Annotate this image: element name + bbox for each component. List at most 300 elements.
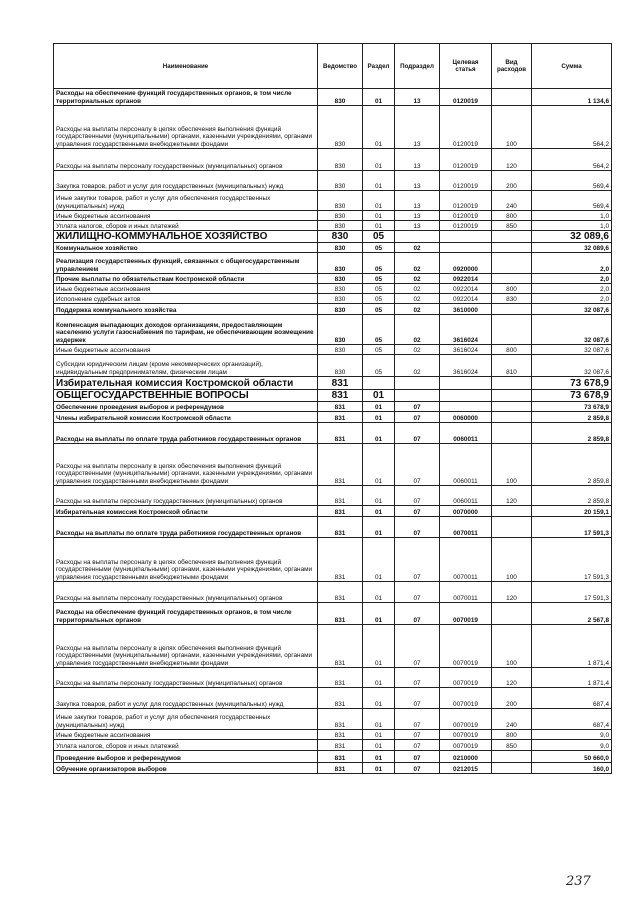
cell-name: Компенсация выпадающих доходов организациям, предоставляющим населению услуги газоснабжения по тарифам, не обеспечивающим возмещение издержек	[54, 315, 318, 345]
cell-name: Расходы на выплаты персоналу в целях обеспечения выполнения функций государственными (муниципальными) органами, казенными учреждениями, органами управления государственными внебюджетными фондами	[54, 444, 318, 486]
cell-sum: 17 591,3	[532, 517, 612, 538]
cell-target: 0060011	[440, 444, 492, 486]
cell-sum: 17 591,3	[532, 538, 612, 582]
cell-name: Уплата налогов, сборов и иных платежей	[54, 740, 318, 751]
header-dept: Ведомство	[318, 44, 363, 89]
cell-name: Обеспечение проведения выборов и референдумов	[54, 402, 318, 412]
cell-type	[492, 517, 532, 538]
cell-section: 01	[363, 412, 395, 423]
cell-type: 800	[492, 730, 532, 740]
cell-dept: 831	[318, 709, 363, 730]
table-row	[54, 582, 612, 603]
cell-dept: 830	[318, 231, 363, 243]
cell-target: 0070011	[440, 517, 492, 538]
table-row	[54, 315, 612, 345]
cell-type: 800	[492, 345, 532, 355]
cell-type	[492, 315, 532, 345]
table-header-row	[54, 44, 612, 89]
cell-type	[492, 231, 532, 243]
cell-name: Закупка товаров, работ и услуг для государственных (муниципальных) нужд	[54, 688, 318, 709]
cell-dept: 830	[318, 89, 363, 106]
cell-dept: 831	[318, 506, 363, 517]
cell-name: Расходы на выплаты персоналу государственных (муниципальных) органов	[54, 582, 318, 603]
table-row	[54, 763, 612, 774]
cell-subsection: 02	[395, 294, 440, 304]
cell-sum: 50 660,0	[532, 751, 612, 763]
table-row	[54, 294, 612, 304]
cell-name: Расходы на выплаты персоналу в целях обеспечения выполнения функций государственными (муниципальными) органами, казенными учреждениями, органами управления государственными внебюджетными фондами	[54, 106, 318, 149]
cell-subsection: 07	[395, 402, 440, 412]
cell-target: 0060011	[440, 486, 492, 506]
cell-subsection: 07	[395, 444, 440, 486]
cell-target: 0070011	[440, 538, 492, 582]
table-row	[54, 740, 612, 751]
cell-dept: 831	[318, 517, 363, 538]
cell-section: 01	[363, 582, 395, 603]
cell-sum: 9,0	[532, 740, 612, 751]
cell-subsection: 13	[395, 191, 440, 211]
cell-sum: 569,4	[532, 171, 612, 191]
cell-name: Прочие выплаты по обязательствам Костромской области	[54, 274, 318, 284]
cell-name: Иные бюджетные ассигнования	[54, 345, 318, 355]
cell-dept: 831	[318, 603, 363, 625]
cell-subsection: 13	[395, 211, 440, 221]
table-row	[54, 486, 612, 506]
table-row	[54, 191, 612, 211]
cell-target: 3616024	[440, 345, 492, 355]
cell-section: 05	[363, 253, 395, 274]
header-subsection: Подраздел	[395, 44, 440, 89]
cell-subsection: 13	[395, 171, 440, 191]
cell-section: 01	[363, 625, 395, 668]
cell-name: Поддержка коммунального хозяйства	[54, 304, 318, 315]
table-row	[54, 506, 612, 517]
cell-subsection: 02	[395, 315, 440, 345]
cell-section: 01	[363, 423, 395, 444]
cell-section: 01	[363, 402, 395, 412]
cell-type: 100	[492, 106, 532, 149]
cell-type	[492, 402, 532, 412]
cell-sum: 9,0	[532, 730, 612, 740]
cell-section: 05	[363, 345, 395, 355]
cell-subsection: 02	[395, 304, 440, 315]
table-row	[54, 402, 612, 412]
cell-target: 0070019	[440, 603, 492, 625]
cell-section: 01	[363, 730, 395, 740]
cell-section: 01	[363, 709, 395, 730]
cell-section: 05	[363, 355, 395, 377]
cell-type: 850	[492, 740, 532, 751]
cell-type: 830	[492, 294, 532, 304]
cell-sum: 564,2	[532, 106, 612, 149]
cell-subsection: 07	[395, 763, 440, 774]
cell-section: 01	[363, 751, 395, 763]
cell-dept: 830	[318, 211, 363, 221]
cell-dept: 830	[318, 149, 363, 171]
cell-name: Расходы на выплаты персоналу государственных (муниципальных) органов	[54, 668, 318, 688]
cell-subsection: 07	[395, 506, 440, 517]
cell-sum: 32 087,6	[532, 345, 612, 355]
cell-sum: 2 859,8	[532, 444, 612, 486]
cell-name: Расходы на обеспечение функций государственных органов, в том числе территориальных органов	[54, 89, 318, 106]
cell-type	[492, 304, 532, 315]
cell-sum: 32 087,6	[532, 355, 612, 377]
budget-table	[53, 43, 612, 774]
cell-target: 0070019	[440, 688, 492, 709]
cell-subsection: 02	[395, 345, 440, 355]
cell-target: 0070019	[440, 709, 492, 730]
cell-dept: 830	[318, 221, 363, 231]
cell-section: 01	[363, 171, 395, 191]
header-target: Целевая статья	[440, 44, 492, 89]
cell-subsection: 07	[395, 538, 440, 582]
cell-target: 0070019	[440, 730, 492, 740]
cell-sum: 569,4	[532, 191, 612, 211]
cell-subsection: 07	[395, 709, 440, 730]
cell-dept: 831	[318, 751, 363, 763]
table-row	[54, 171, 612, 191]
cell-sum: 73 678,9	[532, 402, 612, 412]
cell-dept: 830	[318, 304, 363, 315]
cell-sum: 17 591,3	[532, 582, 612, 603]
cell-sum: 2 859,8	[532, 412, 612, 423]
cell-sum: 73 678,9	[532, 390, 612, 402]
cell-section: 01	[363, 668, 395, 688]
cell-section: 01	[363, 538, 395, 582]
cell-name: ОБЩЕГОСУДАРСТВЕННЫЕ ВОПРОСЫ	[54, 390, 318, 402]
cell-sum: 2,0	[532, 253, 612, 274]
cell-sum: 73 678,9	[532, 377, 612, 390]
cell-sum: 1,0	[532, 221, 612, 231]
cell-subsection: 07	[395, 412, 440, 423]
cell-type	[492, 243, 532, 253]
cell-subsection	[395, 231, 440, 243]
table-row	[54, 390, 612, 402]
cell-sum: 32 089,6	[532, 243, 612, 253]
table-row	[54, 284, 612, 294]
cell-dept: 831	[318, 582, 363, 603]
cell-target: 3610000	[440, 304, 492, 315]
cell-type: 100	[492, 538, 532, 582]
cell-sum: 1,0	[532, 211, 612, 221]
cell-dept: 831	[318, 668, 363, 688]
cell-name: Расходы на обеспечение функций государственных органов, в том числе территориальных органов	[54, 603, 318, 625]
cell-name: Иные бюджетные ассигнования	[54, 730, 318, 740]
cell-target: 0120019	[440, 89, 492, 106]
table-row	[54, 730, 612, 740]
cell-subsection: 07	[395, 517, 440, 538]
cell-type	[492, 274, 532, 284]
cell-target: 3616024	[440, 355, 492, 377]
budget-sheet	[53, 43, 611, 774]
cell-type: 120	[492, 149, 532, 171]
cell-sum: 2,0	[532, 294, 612, 304]
cell-subsection	[395, 390, 440, 402]
cell-subsection: 02	[395, 274, 440, 284]
table-row	[54, 688, 612, 709]
cell-name: Проведение выборов и референдумов	[54, 751, 318, 763]
cell-subsection: 07	[395, 625, 440, 668]
cell-section: 01	[363, 149, 395, 171]
cell-target: 0060000	[440, 412, 492, 423]
cell-dept: 831	[318, 763, 363, 774]
cell-sum: 564,2	[532, 149, 612, 171]
cell-target	[440, 390, 492, 402]
cell-target: 0920000	[440, 253, 492, 274]
cell-subsection: 13	[395, 89, 440, 106]
cell-name: Закупка товаров, работ и услуг для государственных (муниципальных) нужд	[54, 171, 318, 191]
cell-target: 0070011	[440, 582, 492, 603]
cell-dept: 831	[318, 740, 363, 751]
cell-name: Обучение организаторов выборов	[54, 763, 318, 774]
cell-target	[440, 243, 492, 253]
cell-name: Субсидии юридическим лицам (кроме некоммерческих организаций), индивидуальным предпринимателям, физическим лицам	[54, 355, 318, 377]
cell-subsection: 13	[395, 149, 440, 171]
cell-subsection: 13	[395, 106, 440, 149]
cell-dept: 830	[318, 355, 363, 377]
cell-section: 01	[363, 486, 395, 506]
cell-target: 0120019	[440, 171, 492, 191]
cell-sum: 687,4	[532, 688, 612, 709]
cell-name: Иные закупки товаров, работ и услуг для обеспечения государственных (муниципальных) нужд	[54, 191, 318, 211]
cell-name: Расходы на выплаты по оплате труда работников государственных органов	[54, 423, 318, 444]
cell-type	[492, 506, 532, 517]
cell-sum: 32 087,6	[532, 304, 612, 315]
cell-sum: 1 871,4	[532, 668, 612, 688]
table-row	[54, 345, 612, 355]
cell-target: 0120019	[440, 149, 492, 171]
cell-section: 05	[363, 231, 395, 243]
cell-subsection: 02	[395, 284, 440, 294]
header-name: Наименование	[54, 44, 318, 89]
cell-target: 3616024	[440, 315, 492, 345]
table-row	[54, 106, 612, 149]
cell-subsection: 02	[395, 253, 440, 274]
cell-sum: 2,0	[532, 274, 612, 284]
cell-subsection: 07	[395, 486, 440, 506]
cell-sum: 2 859,8	[532, 486, 612, 506]
page-number: 237	[566, 874, 591, 889]
cell-name: Реализация государственных функций, связанных с общегосударственным управлением	[54, 253, 318, 274]
header-type: Вид расходов	[492, 44, 532, 89]
cell-type: 200	[492, 171, 532, 191]
cell-target: 0120019	[440, 106, 492, 149]
cell-type	[492, 390, 532, 402]
cell-sum: 1 871,4	[532, 625, 612, 668]
cell-type: 120	[492, 582, 532, 603]
cell-target: 0070019	[440, 668, 492, 688]
cell-dept: 830	[318, 345, 363, 355]
table-row	[54, 517, 612, 538]
cell-type: 800	[492, 211, 532, 221]
cell-subsection: 07	[395, 740, 440, 751]
cell-name: Коммунальное хозяйство	[54, 243, 318, 253]
cell-dept: 831	[318, 538, 363, 582]
header-sum: Сумма	[532, 44, 612, 89]
cell-section: 01	[363, 517, 395, 538]
cell-target: 0922014	[440, 274, 492, 284]
cell-dept: 831	[318, 444, 363, 486]
cell-section: 05	[363, 243, 395, 253]
cell-section	[363, 377, 395, 390]
cell-section: 01	[363, 763, 395, 774]
cell-dept: 830	[318, 294, 363, 304]
table-row	[54, 709, 612, 730]
cell-sum: 32 087,6	[532, 315, 612, 345]
cell-sum: 2,0	[532, 284, 612, 294]
table-row	[54, 355, 612, 377]
cell-dept: 831	[318, 402, 363, 412]
cell-type: 200	[492, 688, 532, 709]
cell-type	[492, 751, 532, 763]
cell-dept: 831	[318, 625, 363, 668]
cell-target: 0120019	[440, 211, 492, 221]
cell-dept: 830	[318, 191, 363, 211]
cell-name: Уплата налогов, сборов и иных платежей	[54, 221, 318, 231]
cell-target: 0212015	[440, 763, 492, 774]
table-row	[54, 253, 612, 274]
cell-subsection: 07	[395, 582, 440, 603]
table-row	[54, 231, 612, 243]
cell-sum: 687,4	[532, 709, 612, 730]
table-row	[54, 243, 612, 253]
cell-section: 05	[363, 304, 395, 315]
table-row	[54, 412, 612, 423]
cell-dept: 831	[318, 423, 363, 444]
cell-section: 01	[363, 444, 395, 486]
cell-section: 01	[363, 211, 395, 221]
cell-type	[492, 423, 532, 444]
cell-name: Избирательная комиссия Костромской области	[54, 377, 318, 390]
cell-subsection: 07	[395, 668, 440, 688]
cell-name: Расходы на выплаты персоналу государственных (муниципальных) органов	[54, 486, 318, 506]
cell-dept: 830	[318, 106, 363, 149]
cell-section: 01	[363, 603, 395, 625]
cell-dept: 831	[318, 486, 363, 506]
cell-sum: 32 089,6	[532, 231, 612, 243]
cell-name: Избирательная комиссия Костромской области	[54, 506, 318, 517]
cell-target: 0210000	[440, 751, 492, 763]
cell-section: 01	[363, 89, 395, 106]
cell-sum: 2 859,8	[532, 423, 612, 444]
cell-dept: 830	[318, 253, 363, 274]
cell-type: 100	[492, 444, 532, 486]
cell-section: 01	[363, 688, 395, 709]
cell-target: 0070000	[440, 506, 492, 517]
cell-subsection: 13	[395, 221, 440, 231]
cell-target: 0070019	[440, 740, 492, 751]
cell-dept: 830	[318, 243, 363, 253]
cell-dept: 830	[318, 284, 363, 294]
cell-dept: 831	[318, 390, 363, 402]
cell-section: 01	[363, 191, 395, 211]
cell-target	[440, 402, 492, 412]
cell-target	[440, 377, 492, 390]
cell-section: 05	[363, 315, 395, 345]
cell-dept: 831	[318, 688, 363, 709]
cell-type: 810	[492, 355, 532, 377]
cell-sum: 20 159,1	[532, 506, 612, 517]
cell-name: ЖИЛИЩНО-КОММУНАЛЬНОЕ ХОЗЯЙСТВО	[54, 231, 318, 243]
cell-dept: 831	[318, 730, 363, 740]
cell-section: 05	[363, 274, 395, 284]
table-row	[54, 668, 612, 688]
cell-sum: 160,0	[532, 763, 612, 774]
cell-section: 01	[363, 221, 395, 231]
table-row	[54, 603, 612, 625]
table-row	[54, 149, 612, 171]
cell-target: 0922014	[440, 294, 492, 304]
cell-subsection: 07	[395, 751, 440, 763]
cell-type: 240	[492, 191, 532, 211]
cell-type: 120	[492, 486, 532, 506]
cell-type	[492, 763, 532, 774]
cell-subsection	[395, 377, 440, 390]
cell-subsection: 02	[395, 355, 440, 377]
table-row	[54, 751, 612, 763]
cell-name: Иные бюджетные ассигнования	[54, 284, 318, 294]
cell-target: 0120019	[440, 191, 492, 211]
cell-target	[440, 231, 492, 243]
cell-name: Расходы на выплаты персоналу в целях обеспечения выполнения функций государственными (муниципальными) органами, казенными учреждениями, органами управления государственными внебюджетными фондами	[54, 625, 318, 668]
cell-dept: 831	[318, 377, 363, 390]
cell-dept: 830	[318, 274, 363, 284]
cell-dept: 831	[318, 412, 363, 423]
cell-type	[492, 89, 532, 106]
cell-sum: 2 567,8	[532, 603, 612, 625]
cell-type: 850	[492, 221, 532, 231]
cell-sum: 1 134,6	[532, 89, 612, 106]
cell-section: 05	[363, 284, 395, 294]
table-row	[54, 211, 612, 221]
table-row	[54, 221, 612, 231]
table-row	[54, 274, 612, 284]
cell-dept: 830	[318, 171, 363, 191]
cell-name: Исполнение судебных актов	[54, 294, 318, 304]
table-row	[54, 423, 612, 444]
cell-subsection: 07	[395, 688, 440, 709]
cell-subsection: 07	[395, 603, 440, 625]
cell-section: 01	[363, 106, 395, 149]
cell-section: 01	[363, 390, 395, 402]
cell-target: 0120019	[440, 221, 492, 231]
table-row	[54, 538, 612, 582]
cell-subsection: 07	[395, 730, 440, 740]
cell-section: 01	[363, 506, 395, 517]
cell-subsection: 02	[395, 243, 440, 253]
table-row	[54, 304, 612, 315]
cell-type	[492, 603, 532, 625]
cell-type: 240	[492, 709, 532, 730]
cell-target: 0060011	[440, 423, 492, 444]
table-row	[54, 625, 612, 668]
cell-subsection: 07	[395, 423, 440, 444]
cell-type: 800	[492, 284, 532, 294]
cell-target: 0922014	[440, 284, 492, 294]
cell-name: Иные закупки товаров, работ и услуг для обеспечения государственных (муниципальных) нужд	[54, 709, 318, 730]
cell-name: Члены избирательной комиссии Костромской области	[54, 412, 318, 423]
cell-type	[492, 412, 532, 423]
cell-type: 120	[492, 668, 532, 688]
cell-name: Иные бюджетные ассигнования	[54, 211, 318, 221]
table-row	[54, 444, 612, 486]
cell-name: Расходы на выплаты персоналу в целях обеспечения выполнения функций государственными (муниципальными) органами, казенными учреждениями, органами управления государственными внебюджетными фондами	[54, 538, 318, 582]
table-row	[54, 377, 612, 390]
cell-target: 0070019	[440, 625, 492, 668]
table-row	[54, 89, 612, 106]
cell-section: 05	[363, 294, 395, 304]
cell-type	[492, 377, 532, 390]
